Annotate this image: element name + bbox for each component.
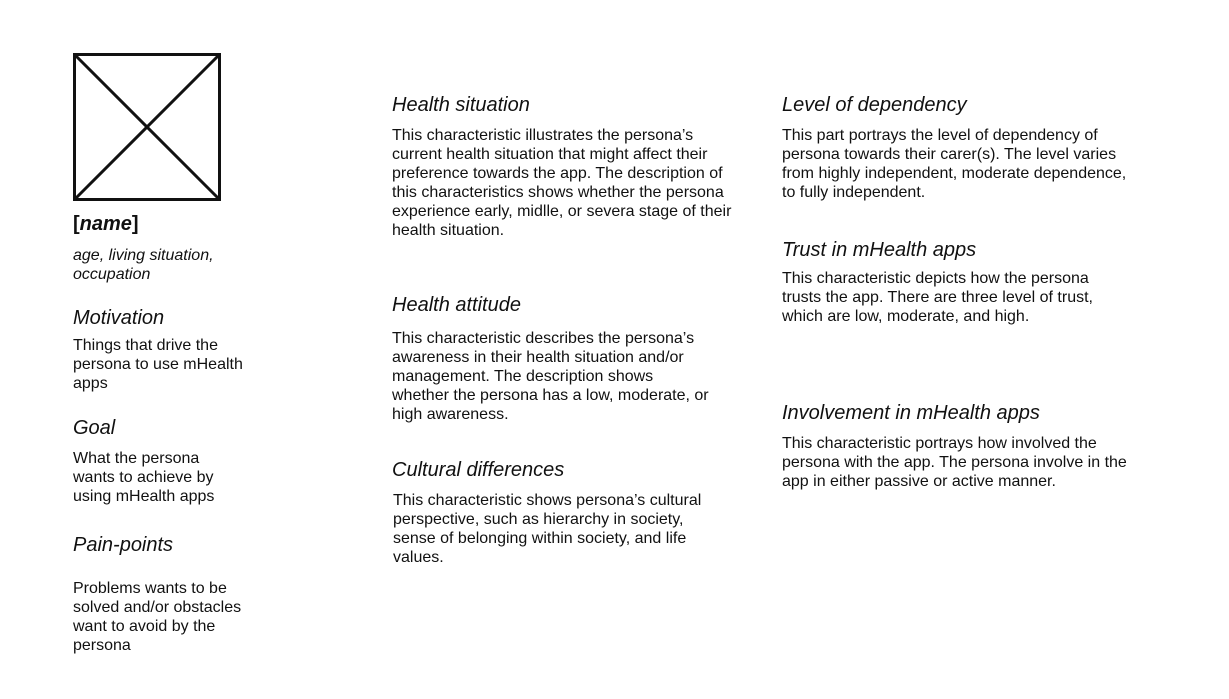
health-situation-text: This characteristic illustrates the persona’s current health situation that might affect their preference towards the app. The description of this characteristics shows whether the persona experience early, midlle, or severa stage of their health situation. — [392, 127, 732, 239]
cultural-differences-heading: Cultural differences — [392, 459, 565, 481]
cultural-differences-text: This characteristic shows persona’s cultural perspective, such as hierarchy in society, sense of belonging within society, and life values. — [393, 492, 702, 566]
pain-points-text: Problems wants to be solved and/or obstacles want to avoid by the persona — [73, 580, 242, 654]
level-of-dependency-text: This part portrays the level of dependency of persona towards their carer(s). The level varies from highly independent, moderate dependence, to fully independent. — [782, 127, 1127, 201]
image-placeholder-icon — [73, 53, 221, 201]
health-attitude-text: This characteristic describes the persona’s awareness in their health situation and/or management. The description shows whether the persona has a low, moderate, or high awareness. — [392, 330, 709, 423]
health-situation-heading: Health situation — [392, 94, 530, 116]
persona-subtitle: age, living situation, occupation — [73, 247, 214, 283]
health-attitude-heading: Health attitude — [392, 294, 521, 316]
pain-points-heading: Pain-points — [73, 534, 174, 556]
persona-name: [name] — [73, 213, 139, 235]
involvement-text: This characteristic portrays how involved the persona with the app. The persona involve in the app in either passive or active manner. — [782, 435, 1127, 490]
motivation-heading: Motivation — [73, 307, 165, 329]
trust-heading: Trust in mHealth apps — [782, 239, 977, 261]
motivation-text: Things that drive the persona to use mHealth apps — [73, 337, 243, 392]
goal-text: What the persona wants to achieve by using mHealth apps — [73, 450, 215, 505]
goal-heading: Goal — [73, 417, 116, 439]
involvement-heading: Involvement in mHealth apps — [782, 402, 1040, 424]
trust-text: This characteristic depicts how the persona trusts the app. There are three level of trust, which are low, moderate, and high. — [782, 270, 1093, 325]
level-of-dependency-heading: Level of dependency — [782, 94, 967, 116]
